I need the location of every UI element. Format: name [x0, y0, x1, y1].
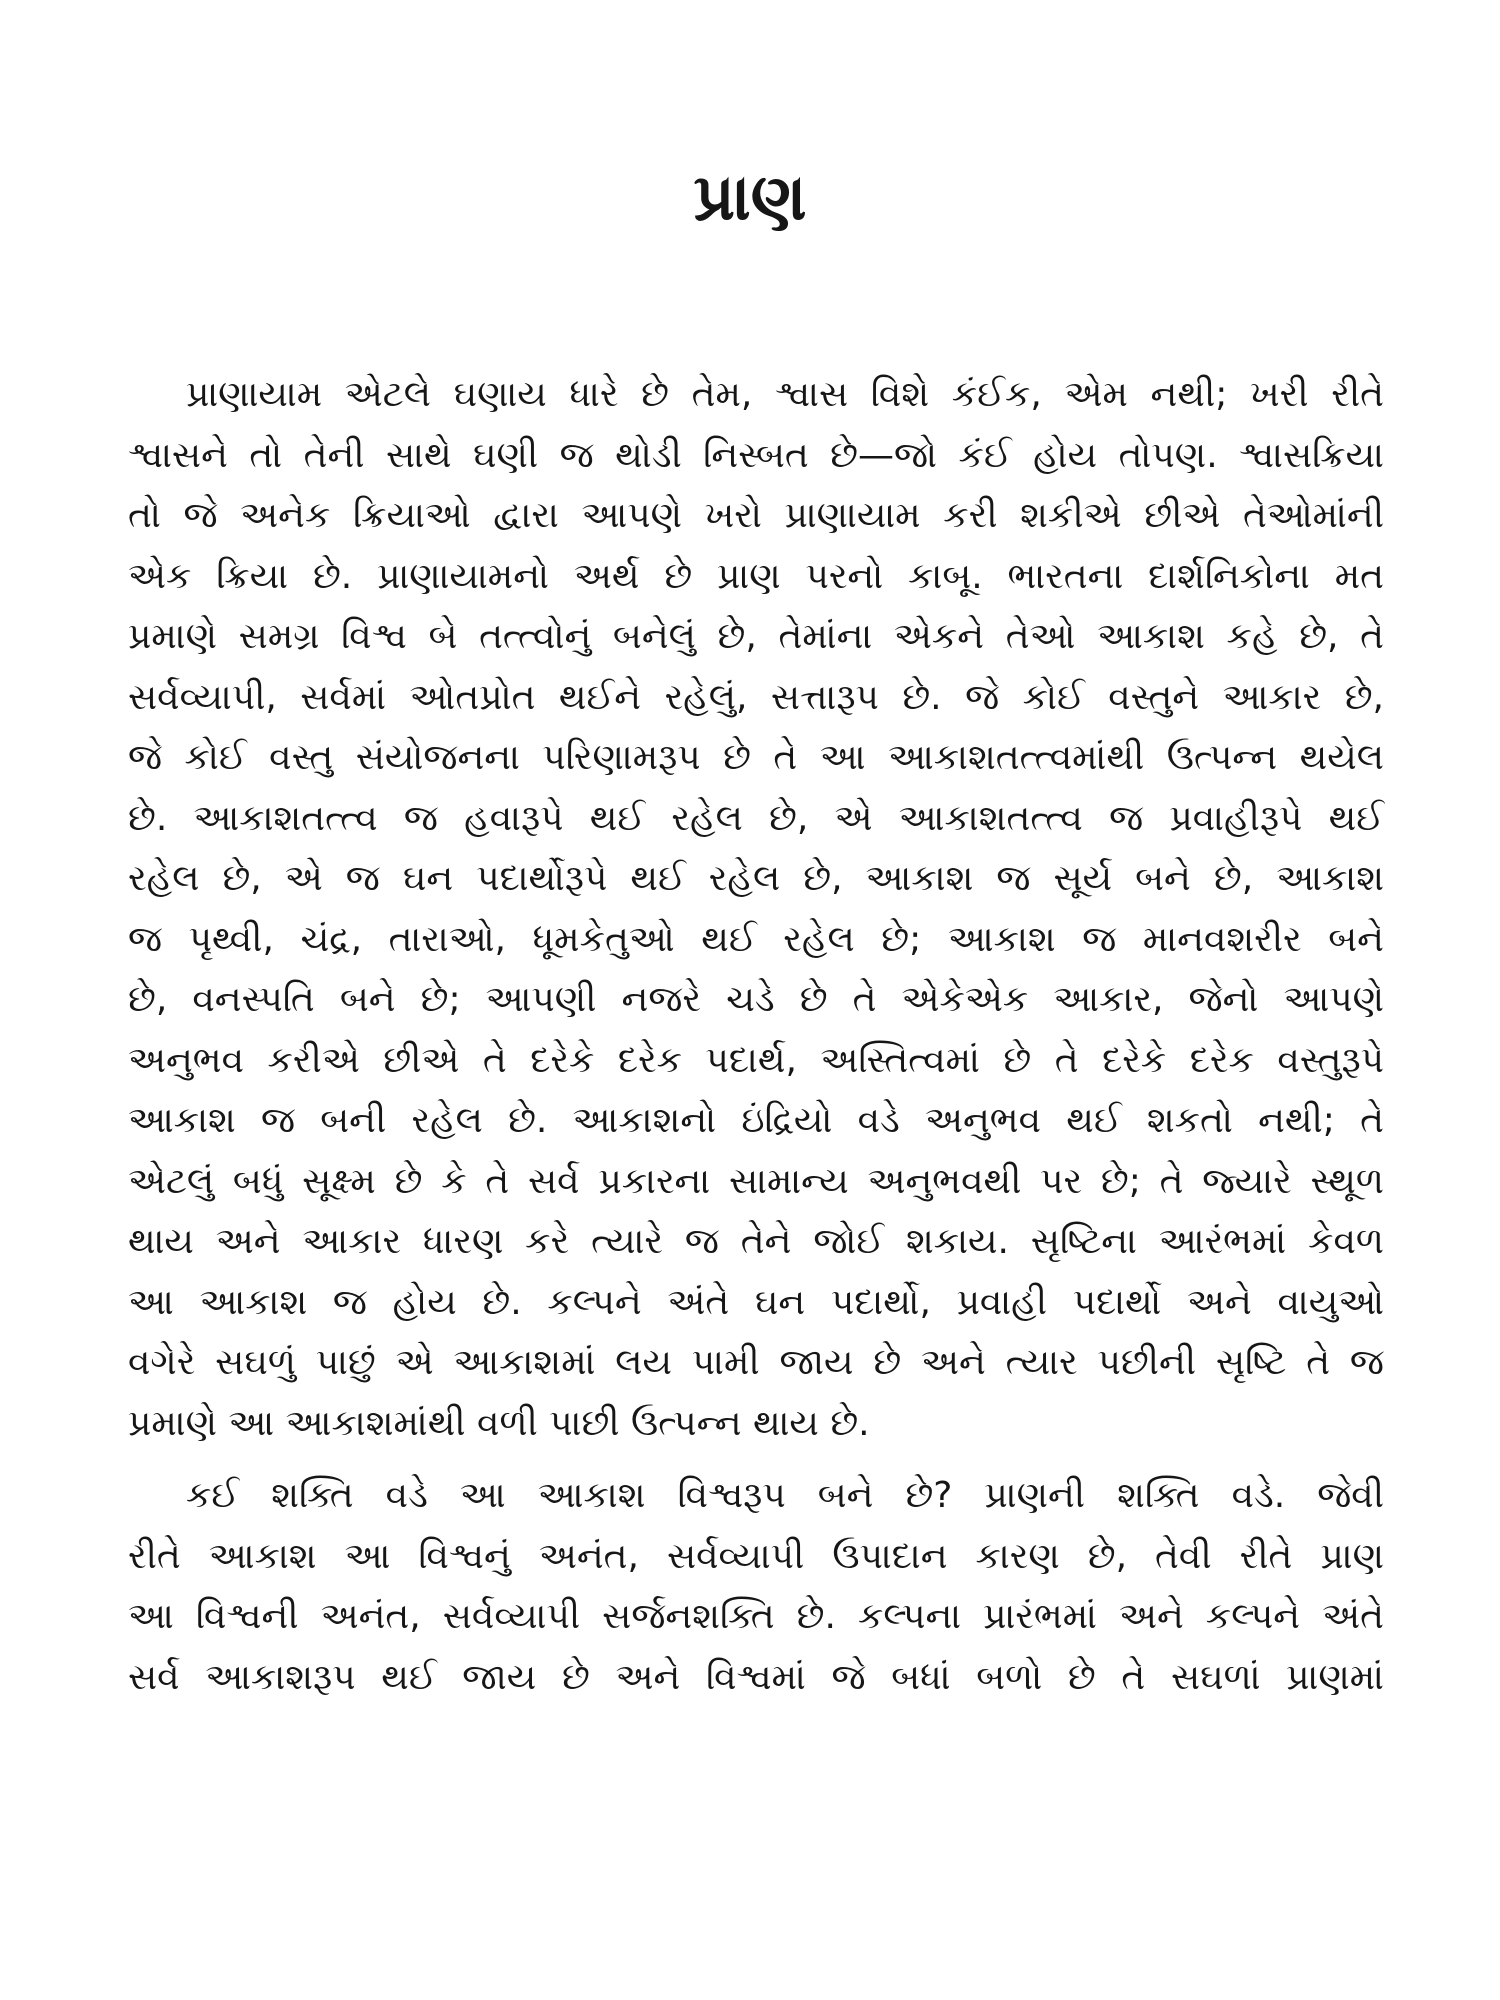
text-line: થાય અને આકાર ધારણ કરે ત્યારે જ તેને જોઈ શકાય. સૃષ્ટિના આરંભમાં કેવળ — [128, 1221, 1384, 1262]
text-line: આ વિશ્વની અનંત, સર્વવ્યાપી સર્જનશક્તિ છે. કલ્પના પ્રારંભમાં અને કલ્પને અંતે — [128, 1596, 1384, 1637]
text-line: પ્રમાણે આ આકાશમાંથી વળી પાછી ઉત્પન્ન થાય છે. — [128, 1402, 870, 1444]
body-text — [128, 365, 1384, 1708]
text-line: છે. આકાશતત્ત્વ જ હવારૂપે થઈ રહેલ છે, એ આકાશતત્ત્વ જ પ્રવાહીરૂપે થઈ — [128, 797, 1384, 839]
chapter-title: પ્રાણ — [693, 161, 807, 235]
text-line: આ આકાશ જ હોય છે. કલ્પને અંતે ઘન પદાર્થો, પ્રવાહી પદાર્થો અને વાયુઓ — [128, 1281, 1384, 1323]
text-line: સર્વ આકાશરૂપ થઈ જાય છે અને વિશ્વમાં જે બધાં બળો છે તે સઘળાં પ્રાણમાં — [128, 1656, 1384, 1698]
text-line: વગેરે સઘળું પાછું એ આકાશમાં લય પામી જાય છે અને ત્યાર પછીની સૃષ્ટિ તે જ — [128, 1342, 1384, 1383]
text-line: રીતે આકાશ આ વિશ્વનું અનંત, સર્વવ્યાપી ઉપાદાન કારણ છે, તેવી રીતે પ્રાણ — [128, 1535, 1384, 1577]
text-line: જ પૃથ્વી, ચંદ્ર, તારાઓ, ધૂમકેતુઓ થઈ રહેલ છે; આકાશ જ માનવશરીર બને — [128, 918, 1384, 960]
text-line: પ્રમાણે સમગ્ર વિશ્વ બે તત્ત્વોનું બનેલું છે, તેમાંના એકને તેઓ આકાશ કહે છે, તે — [128, 616, 1384, 657]
text-line: એટલું બધું સૂક્ષ્મ છે કે તે સર્વ પ્રકારના સામાન્ય અનુભવથી પર છે; તે જ્યારે સ્થૂળ — [128, 1160, 1384, 1202]
text-line: અનુભવ કરીએ છીએ તે દરેકે દરેક પદાર્થ, અસ્તિત્વમાં છે તે દરેકે દરેક વસ્તુરૂપે — [128, 1039, 1384, 1081]
paragraph — [128, 365, 1384, 1454]
text-line: પ્રાણાયામ એટલે ઘણાય ધારે છે તેમ, શ્વાસ વિશે કંઈક, એમ નથી; ખરી રીતે — [186, 374, 1384, 415]
text-line: એક ક્રિયા છે. પ્રાણાયામનો અર્થ છે પ્રાણ પરનો કાબૂ. ભારતના દાર્શનિકોના મત — [128, 555, 1384, 597]
text-line: કઈ શક્તિ વડે આ આકાશ વિશ્વરૂપ બને છે? પ્રાણની શક્તિ વડે. જેવી — [186, 1475, 1384, 1516]
text-line: સર્વવ્યાપી, સર્વમાં ઓતપ્રોત થઈને રહેલું, સત્તારૂપ છે. જે કોઈ વસ્તુને આકાર છે, — [128, 676, 1384, 718]
paragraph — [128, 1466, 1384, 1708]
text-line: રહેલ છે, એ જ ઘન પદાર્થોરૂપે થઈ રહેલ છે, આકાશ જ સૂર્ય બને છે, આકાશ — [128, 858, 1384, 899]
text-line: જે કોઈ વસ્તુ સંયોજનના પરિણામરૂપ છે તે આ આકાશતત્ત્વમાંથી ઉત્પન્ન થયેલ — [128, 737, 1384, 778]
text-line: શ્વાસને તો તેની સાથે ઘણી જ થોડી નિસ્બત છે—જો કંઈ હોય તોપણ. શ્વાસક્રિયા — [128, 434, 1384, 476]
text-line: આકાશ જ બની રહેલ છે. આકાશનો ઇંદ્રિયો વડે અનુભવ થઈ શકતો નથી; તે — [128, 1100, 1384, 1141]
text-line: છે, વનસ્પતિ બને છે; આપણી નજરે ચડે છે તે એકેએક આકાર, જેનો આપણે — [128, 979, 1384, 1020]
text-line: તો જે અનેક ક્રિયાઓ દ્વારા આપણે ખરો પ્રાણાયામ કરી શકીએ છીએ તેઓમાંની — [128, 495, 1384, 536]
